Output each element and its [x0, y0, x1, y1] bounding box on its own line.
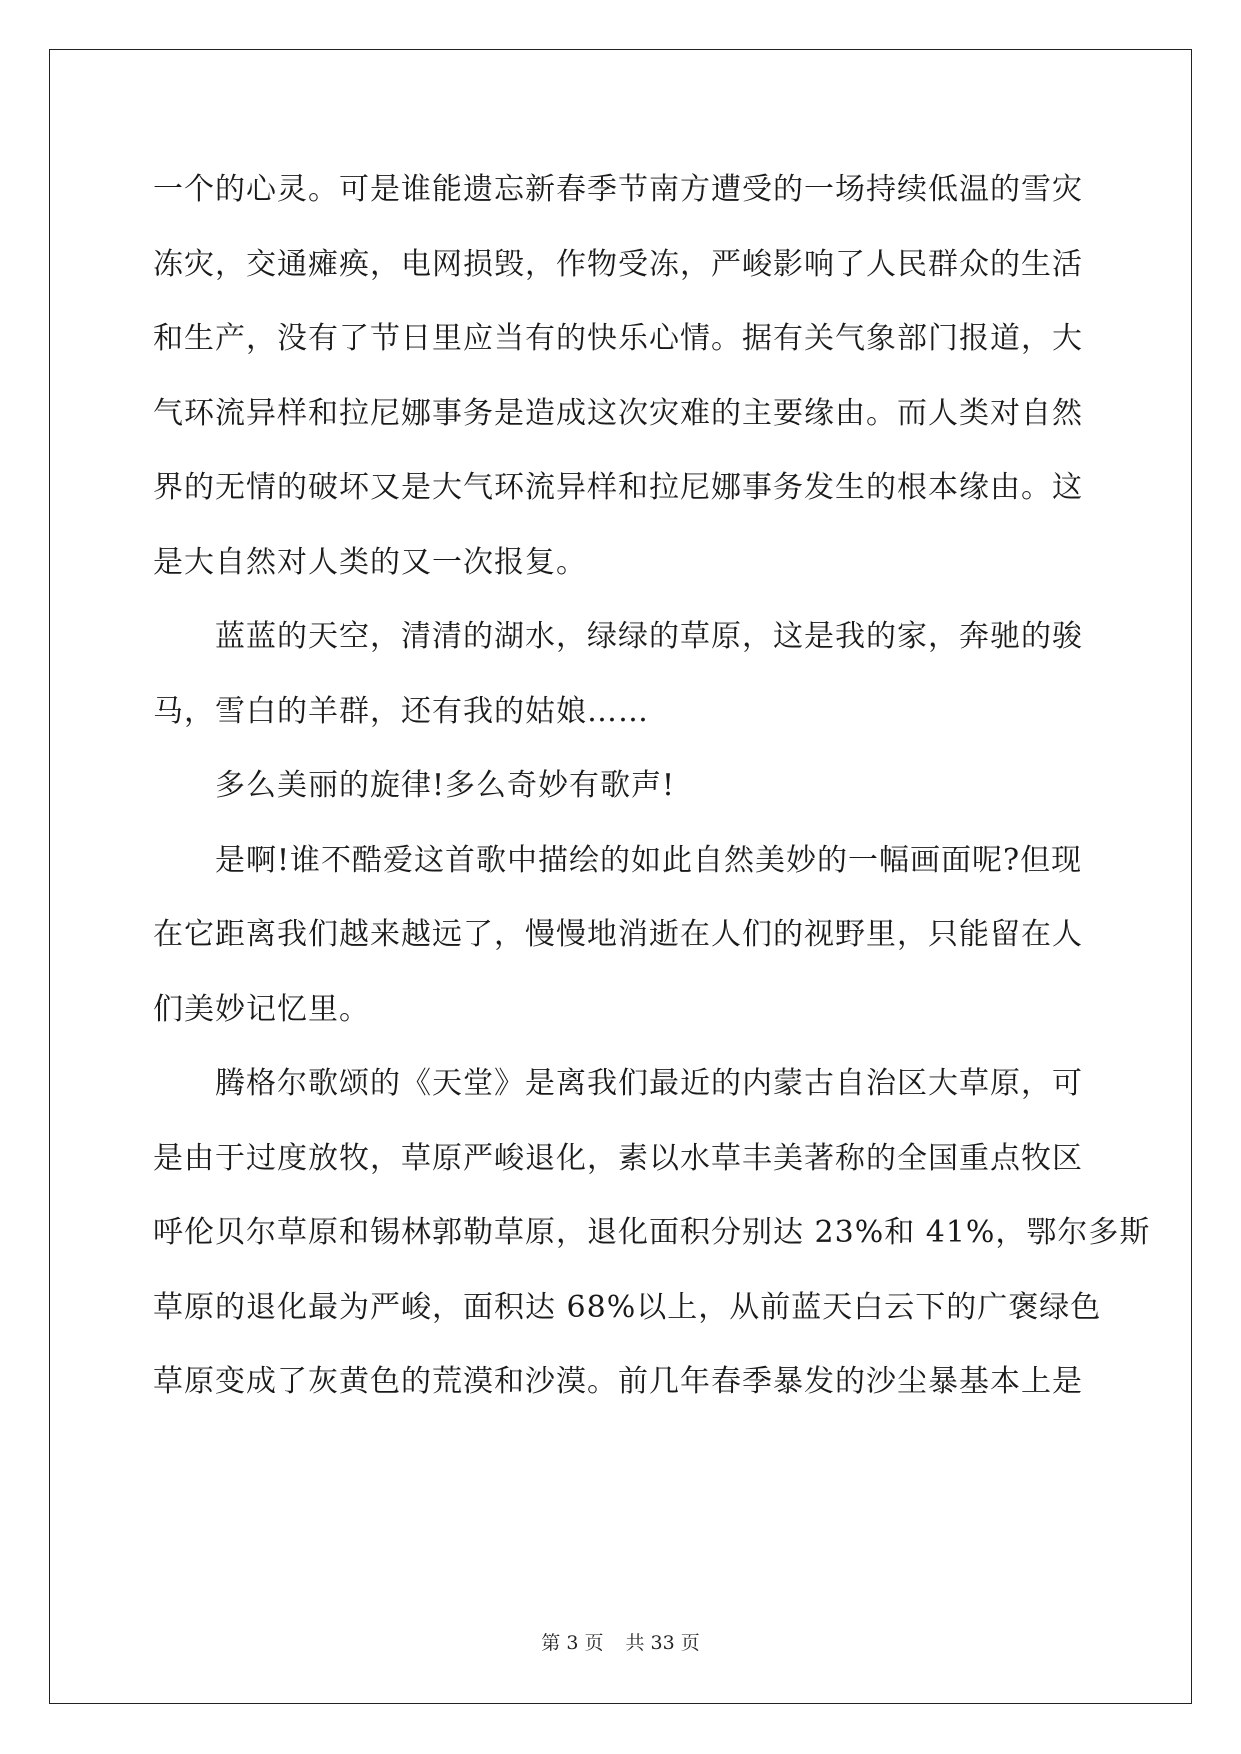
text-line: 蓝蓝的天空，清清的湖水，绿绿的草原，这是我的家，奔驰的骏 [153, 619, 1083, 654]
text-line: 草原的退化最为严峻，面积达 68%以上，从前蓝天白云下的广褒绿色 [153, 1289, 1102, 1325]
page-number: 第 3 页 [541, 1632, 604, 1654]
text-line: 们美妙记忆里。 [153, 991, 370, 1027]
text-line: 是大自然对人类的又一次报复。 [153, 544, 587, 580]
text-line: 一个的心灵。可是谁能遗忘新春季节南方遭受的一场持续低温的雪灾 [153, 172, 1083, 207]
text-line: 马，雪白的羊群，还有我的姑娘…… [153, 693, 649, 729]
page-footer [0, 1628, 1241, 1655]
page-total: 共 33 页 [625, 1632, 700, 1654]
text-line: 是啊!谁不酷爱这首歌中描绘的如此自然美妙的一幅画面呢?但现 [153, 842, 1083, 878]
text-line: 冻灾，交通瘫痪，电网损毁，作物受冻，严峻影响了人民群众的生活 [153, 246, 1083, 282]
text-line: 界的无情的破坏又是大气环流异样和拉尼娜事务发生的根本缘由。这 [153, 470, 1083, 505]
text-line: 腾格尔歌颂的《天堂》是离我们最近的内蒙古自治区大草原，可 [153, 1066, 1083, 1101]
document-body [153, 163, 1151, 1430]
text-line: 气环流异样和拉尼娜事务是造成这次灾难的主要缘由。而人类对自然 [153, 395, 1083, 431]
text-line: 和生产，没有了节日里应当有的快乐心情。据有关气象部门报道，大 [153, 321, 1083, 356]
text-line: 呼伦贝尔草原和锡林郭勒草原，退化面积分别达 23%和 41%，鄂尔多斯 [153, 1215, 1151, 1250]
text-line: 是由于过度放牧，草原严峻退化，素以水草丰美著称的全国重点牧区 [153, 1140, 1083, 1176]
text-line: 在它距离我们越来越远了，慢慢地消逝在人们的视野里，只能留在人 [153, 917, 1083, 952]
text-line: 草原变成了灰黄色的荒漠和沙漠。前几年春季暴发的沙尘暴基本上是 [153, 1364, 1083, 1399]
text-line: 多么美丽的旋律!多么奇妙有歌声! [153, 768, 676, 803]
